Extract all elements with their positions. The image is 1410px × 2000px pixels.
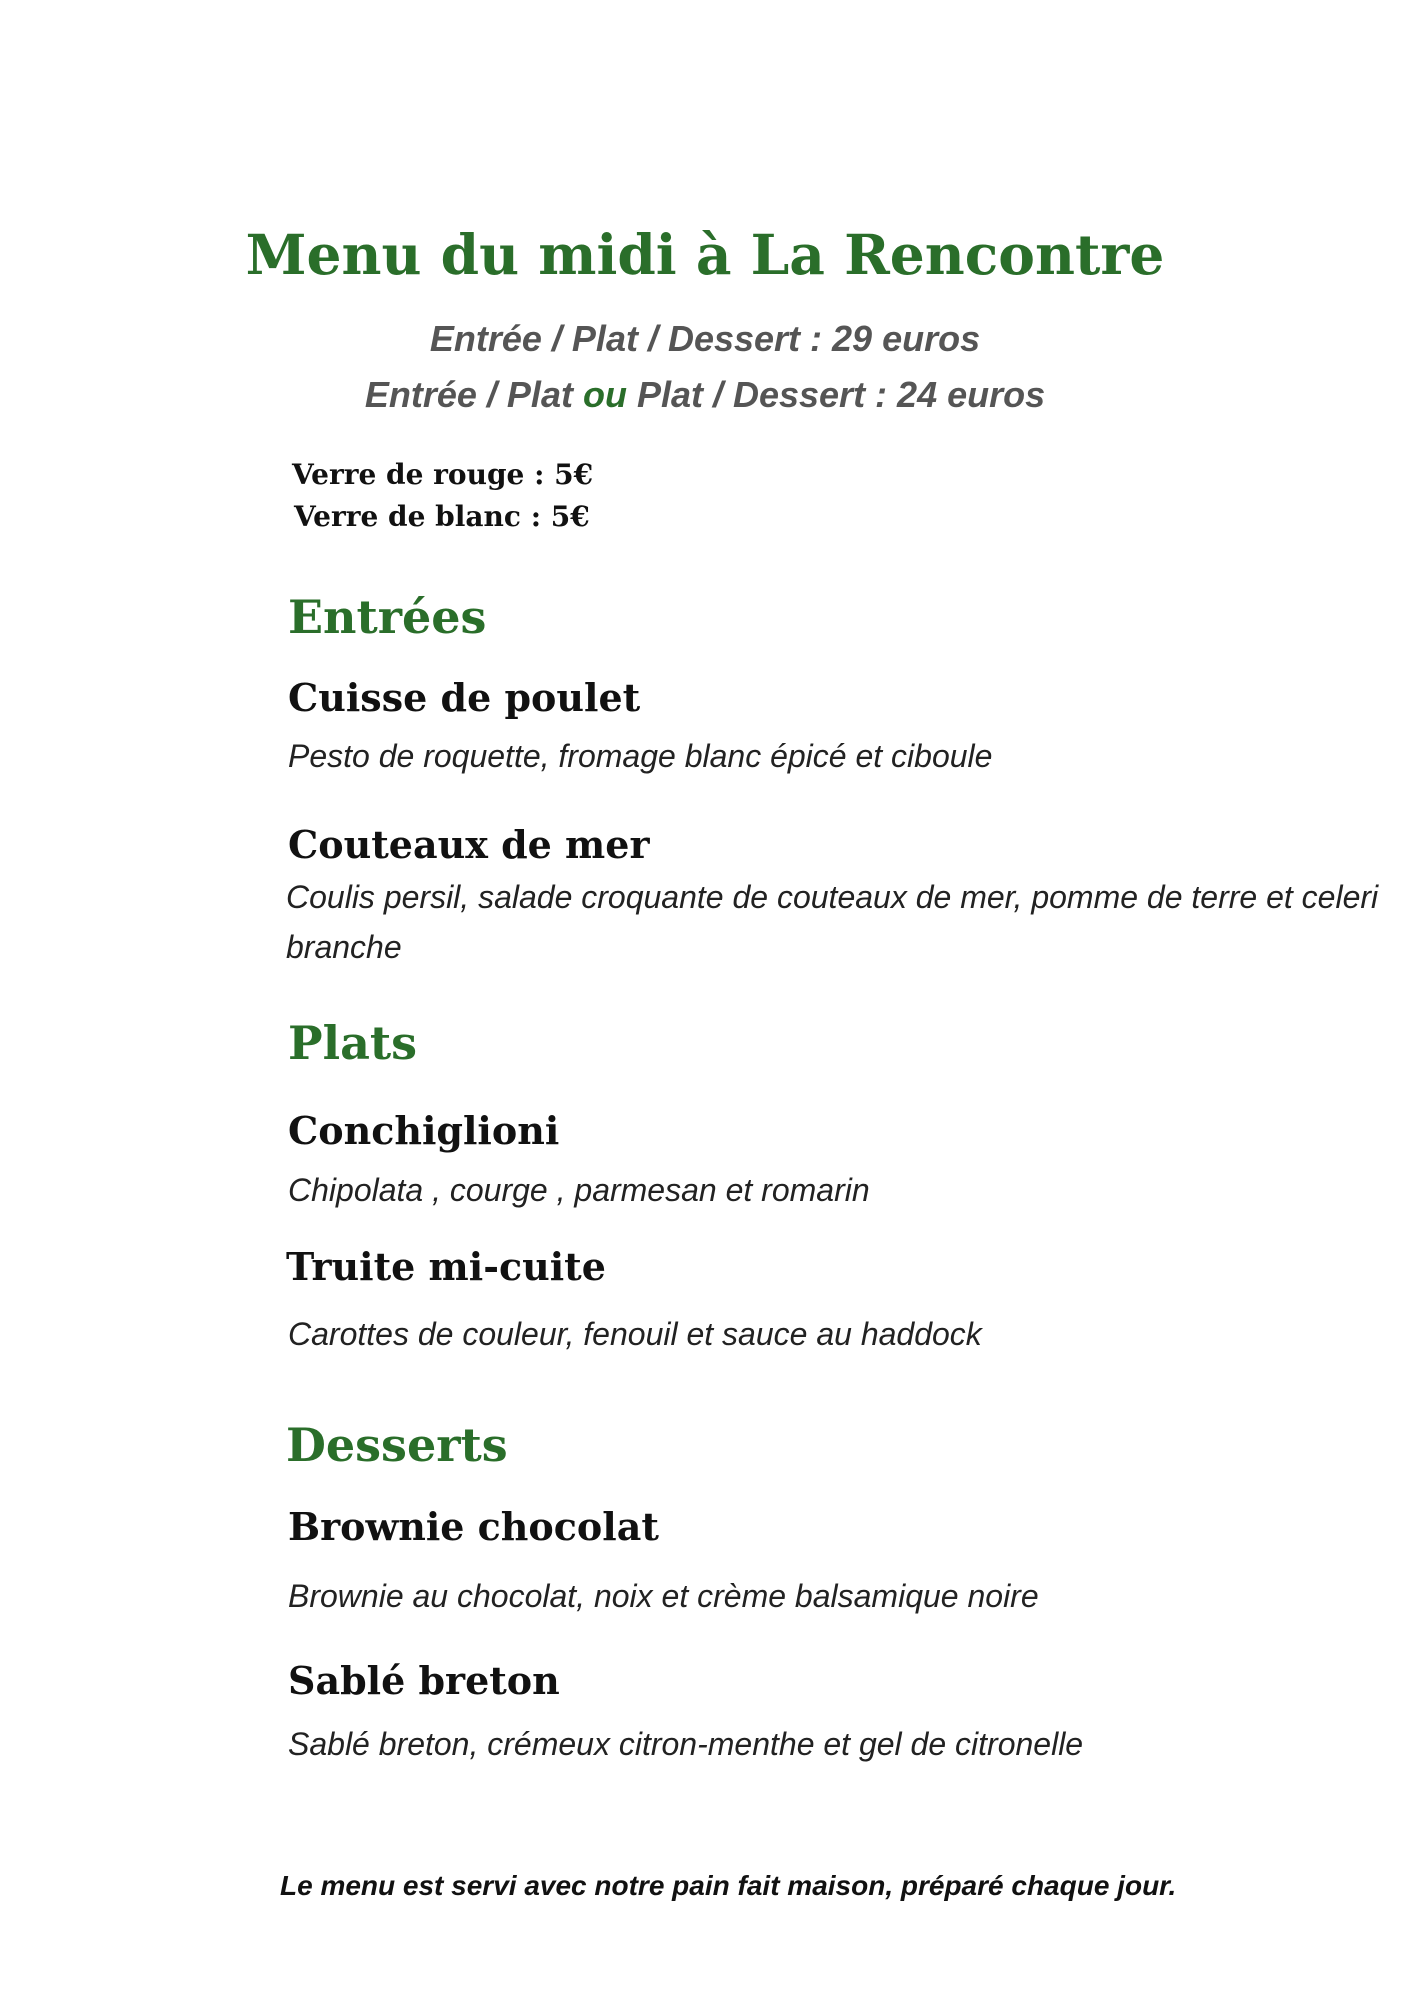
- dish-description: Coulis persil, salade croquante de couteaux de mer, pomme de terre et celeri branche: [286, 879, 1379, 965]
- dish-description: Carottes de couleur, fenouil et sauce au haddock: [288, 1316, 982, 1352]
- price-partial-menu: [0, 374, 1410, 416]
- price-full-menu: Entrée / Plat / Dessert : 29 euros: [429, 318, 981, 359]
- page-title: Menu du midi à La Rencontre: [245, 222, 1165, 287]
- price-partial-start: Entrée / Plat: [364, 374, 583, 415]
- wine-red: Verre de rouge : 5€: [292, 458, 594, 491]
- dish-description: Brownie au chocolat, noix et crème balsamique noire: [288, 1578, 1039, 1614]
- section-title-plats: Plats: [288, 1016, 418, 1070]
- price-partial-or: ou: [582, 374, 627, 415]
- dish-name: Truite mi-cuite: [286, 1244, 606, 1289]
- dish-description: Sablé breton, crémeux citron-menthe et gel de citronelle: [288, 1726, 1084, 1762]
- dish-name: Conchiglioni: [288, 1108, 560, 1153]
- wine-white: Verre de blanc : 5€: [294, 500, 590, 533]
- dish-name: Cuisse de poulet: [288, 675, 641, 720]
- footer-note: Le menu est servi avec notre pain fait maison, préparé chaque jour.: [280, 1870, 1177, 1901]
- dish-name: Couteaux de mer: [288, 822, 650, 867]
- price-partial-end: Plat / Dessert : 24 euros: [626, 374, 1046, 415]
- dish-description: Chipolata , courge , parmesan et romarin: [288, 1172, 870, 1208]
- dish-name: Brownie chocolat: [288, 1504, 659, 1549]
- section-title-entrees: Entrées: [288, 590, 487, 644]
- dish-description: Pesto de roquette, fromage blanc épicé et ciboule: [288, 738, 993, 774]
- section-title-desserts: Desserts: [286, 1418, 508, 1472]
- dish-name: Sablé breton: [288, 1658, 560, 1703]
